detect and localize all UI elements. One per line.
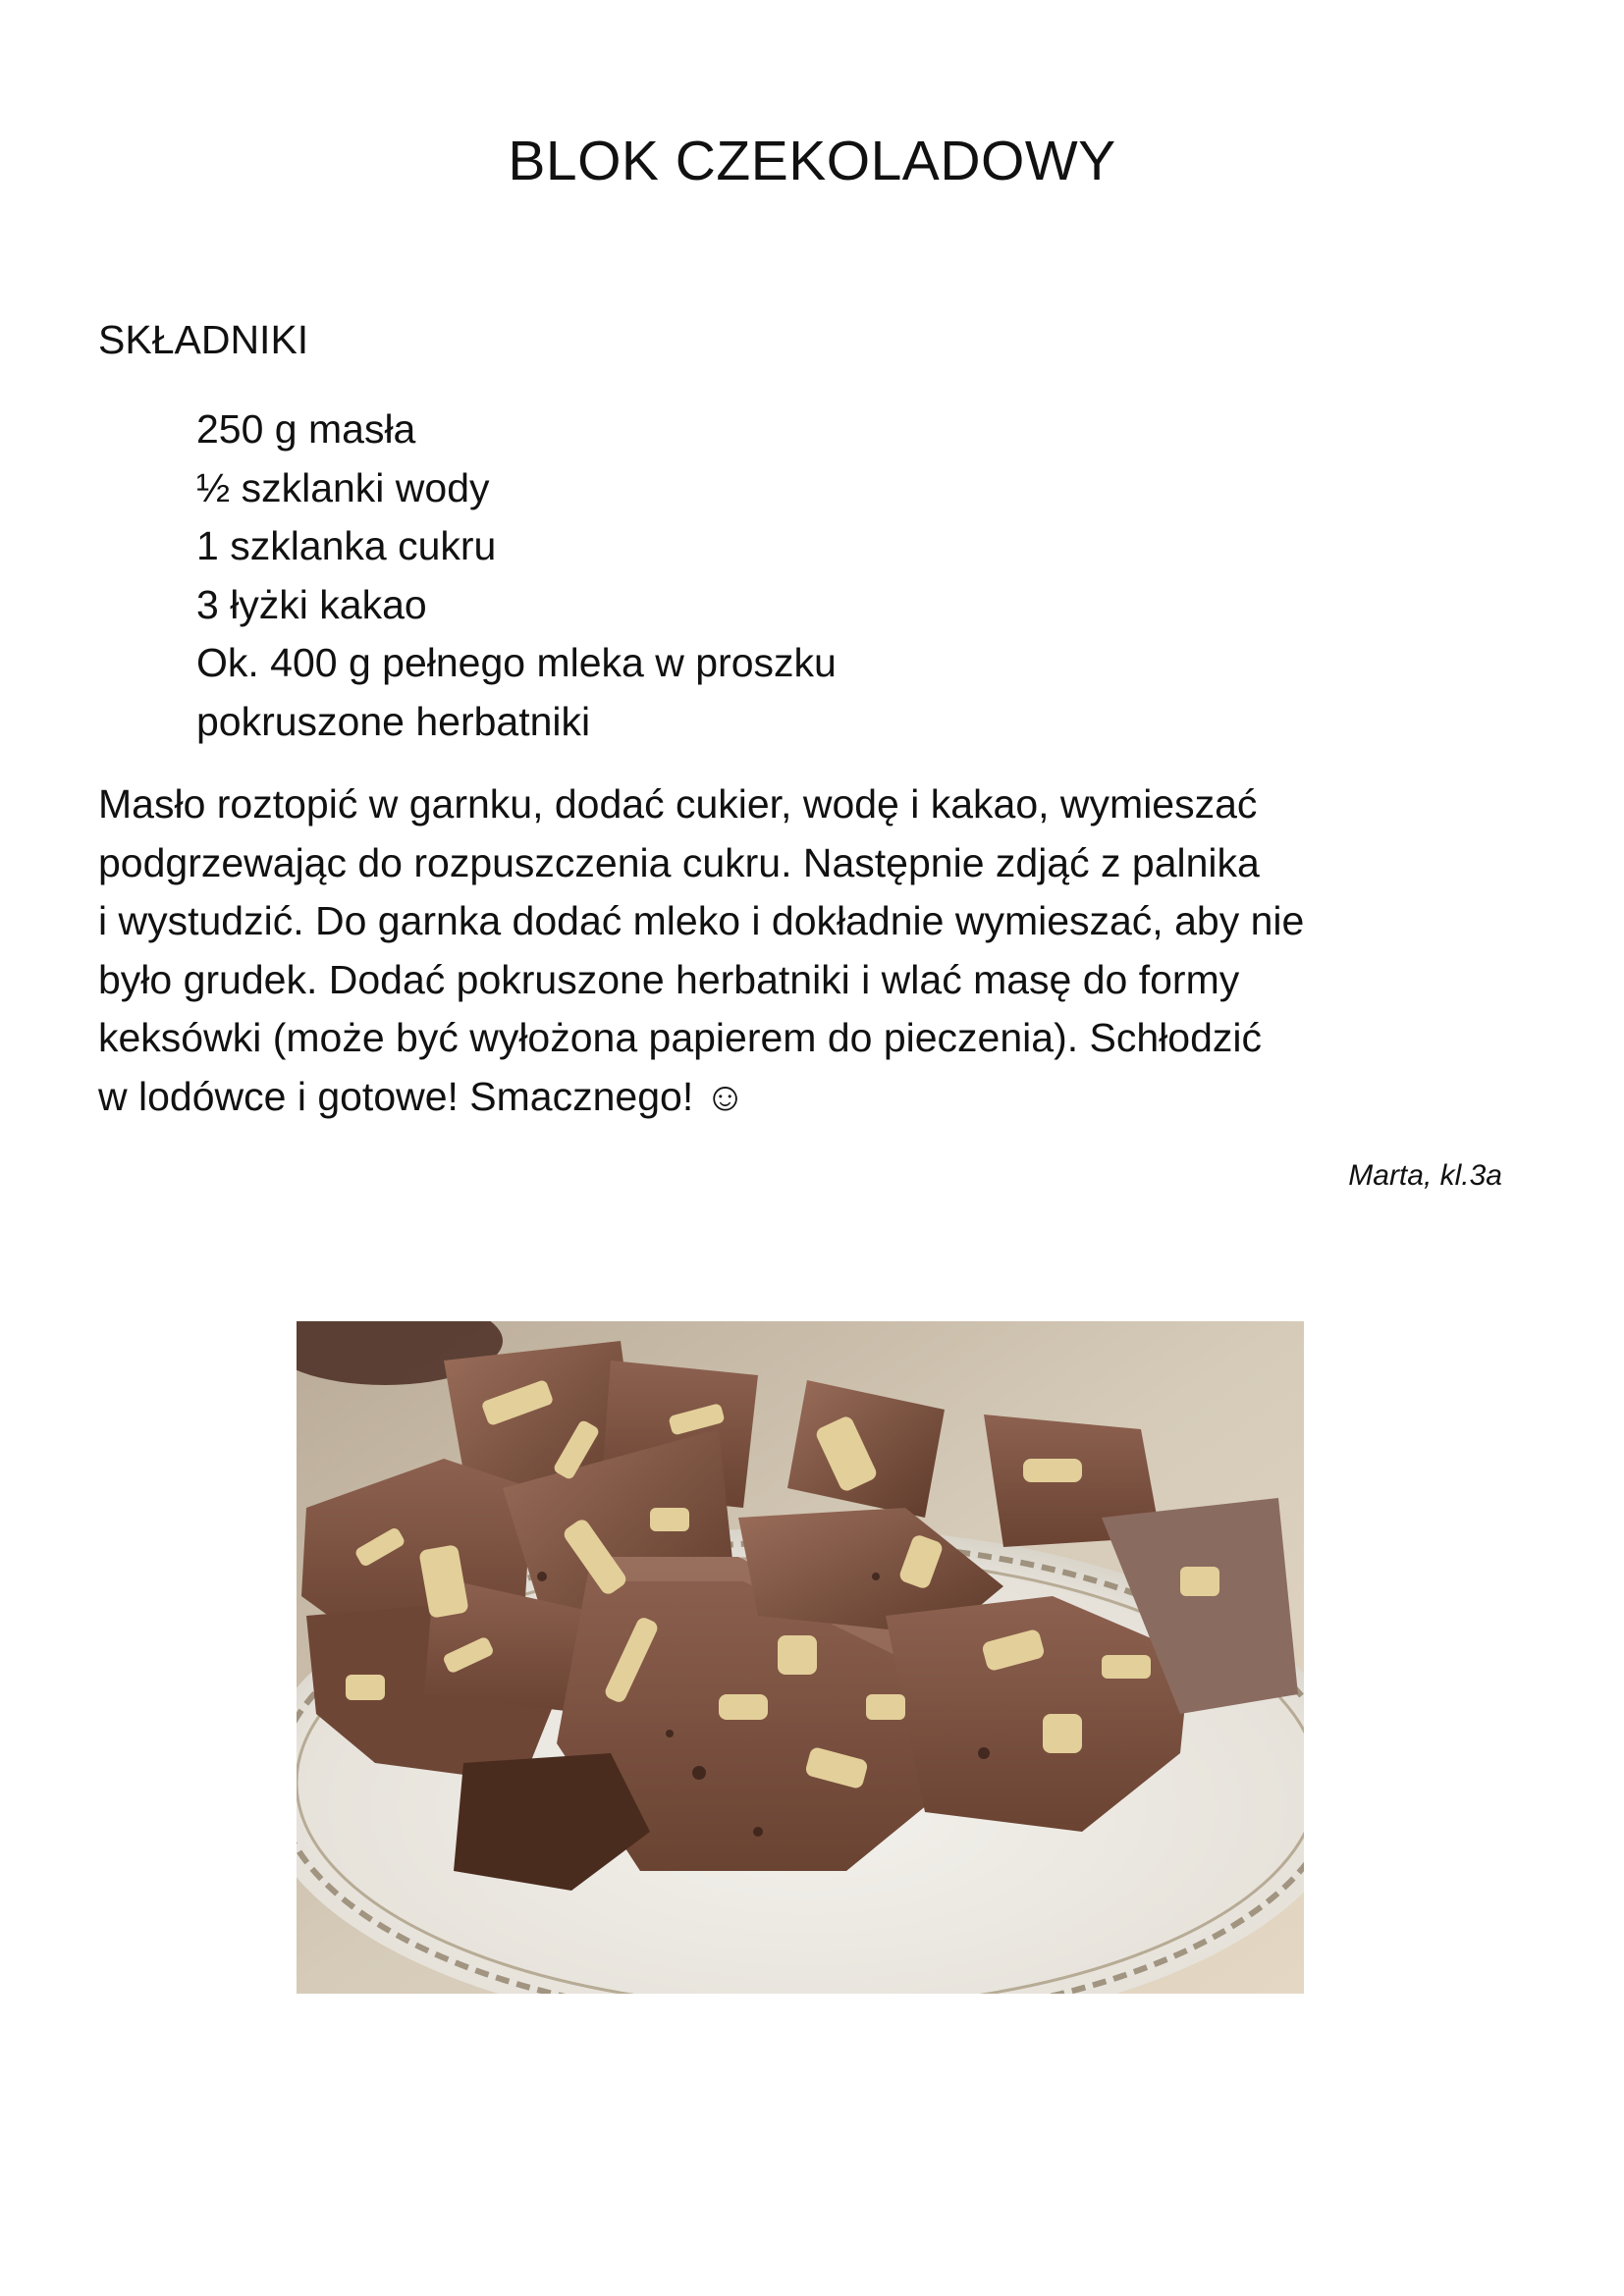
author-signature: Marta, kl.3a — [1348, 1159, 1502, 1192]
ingredients-heading: SKŁADNIKI — [98, 317, 309, 362]
recipe-photo-illustration — [297, 1321, 1304, 1994]
ingredient-item: ½ szklanki wody — [196, 464, 490, 510]
ingredient-item: 250 g masła — [196, 406, 416, 452]
instructions-line: Masło roztopić w garnku, dodać cukier, wodę i kakao, wymieszać — [98, 781, 1258, 827]
instructions-line: w lodówce i gotowe! Smacznego! ☺ — [98, 1073, 746, 1119]
instructions-line: i wystudzić. Do garnka dodać mleko i dokładnie wymieszać, aby nie — [98, 898, 1305, 943]
ingredients-list — [196, 400, 837, 751]
page-title: BLOK CZEKOLADOWY — [508, 130, 1116, 192]
ingredient-item: pokruszone herbatniki — [196, 698, 591, 744]
instructions-line: było grudek. Dodać pokruszone herbatniki i wlać masę do formy — [98, 956, 1240, 1002]
instructions-line: podgrzewając do rozpuszczenia cukru. Następnie zdjąć z palnika — [98, 839, 1260, 885]
instructions-paragraph — [98, 775, 1304, 1126]
ingredient-item: 3 łyżki kakao — [196, 581, 427, 627]
ingredient-item: 1 szklanka cukru — [196, 523, 497, 568]
recipe-photo — [297, 1321, 1304, 1994]
ingredient-item: Ok. 400 g pełnego mleka w proszku — [196, 640, 837, 685]
instructions-line: keksówki (może być wyłożona papierem do pieczenia). Schłodzić — [98, 1015, 1262, 1060]
